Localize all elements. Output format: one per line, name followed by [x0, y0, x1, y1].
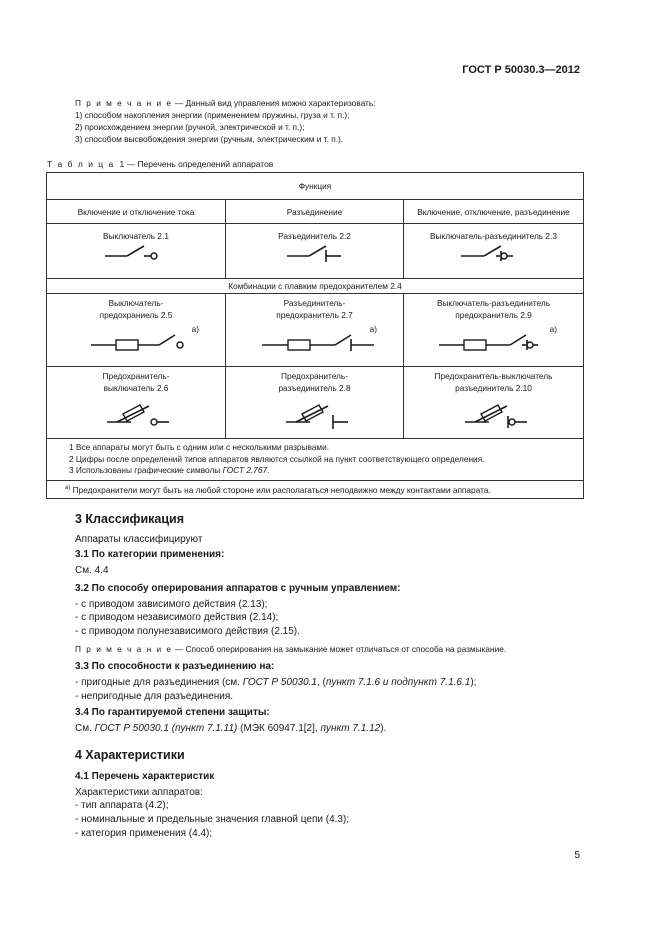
column-header: Включение и отключение тока: [47, 200, 226, 224]
cell-switch-fuse: [47, 294, 226, 367]
note-prefix: П р и м е ч а н и е: [75, 644, 173, 654]
section-3-title: 3 Классификация: [75, 512, 185, 526]
footnote-mark: а): [65, 484, 71, 491]
device-label: разъединитель 2.8: [278, 383, 351, 393]
list-item-text: - пригодные для разъединения (см.: [75, 677, 243, 688]
note-text: — Способ оперирования на замыкание может отличаться от способа на размыкание.: [172, 644, 507, 654]
cell-disconnector: [226, 224, 404, 279]
device-label: Выключатель-разъединитель: [436, 298, 551, 308]
device-label: предохранитель 2.9: [455, 310, 532, 320]
device-label: Выключатель 2.1: [103, 231, 169, 241]
note-item: 3) способом высвобождения энергии (ручным, электрическим и т. п.).: [75, 134, 344, 144]
table-caption-prefix: Т а б л и ц а: [47, 159, 115, 169]
device-label: Выключатель-: [108, 298, 164, 308]
section-3-intro: Аппараты классифицируют: [75, 534, 203, 545]
document-header: ГОСТ Р 50030.3—2012: [462, 64, 580, 76]
function-header: Функция: [47, 173, 584, 200]
subsection-3-4-text: [75, 723, 386, 734]
list-item: - с приводом зависимого действия (2.13);: [75, 599, 268, 610]
subsection-3-1-title: 3.1 По категории применения:: [75, 549, 225, 560]
disconnector-fuse-symbol: [240, 331, 390, 353]
subsection-3-4-title: 3.4 По гарантируемой степени защиты:: [75, 707, 270, 718]
table-caption: [47, 159, 273, 169]
device-label: Выключатель-разъединитель 2.3: [430, 231, 557, 241]
clause-reference: пункт 7.1.6 и подпункт 7.1.6.1: [325, 677, 471, 688]
table-note: 2 Цифры после определений типов аппаратов являются ссылкой на пункт соответствующего определения.: [69, 453, 485, 464]
note-intro: [75, 97, 375, 109]
list-item: - с приводом независимого действия (2.14);: [75, 612, 279, 623]
table-note: [69, 465, 583, 477]
footnote-ref: а): [549, 324, 557, 334]
device-label: предохраниель 2.5: [99, 310, 173, 320]
note-text: — Данный вид управления можно характеризовать:: [172, 98, 376, 108]
table-footnote-a: [47, 480, 584, 498]
list-item: - с приводом полунезависимого действия (2.15).: [75, 626, 300, 637]
device-label: выключатель 2.6: [103, 383, 169, 393]
section-4-title: 4 Характеристики: [75, 748, 185, 762]
subsection-3-2-title: 3.2 По способу оперирования аппаратов с ручным управлением:: [75, 583, 401, 594]
standard-reference: ГОСТ 2.767: [222, 465, 268, 475]
footnote-ref: а): [191, 324, 199, 334]
table-notes: [47, 439, 584, 481]
cell-fuse-switch-disconnector: [404, 367, 584, 439]
switch-disconnector-symbol: [434, 242, 554, 264]
cell-disconnector-fuse: [226, 294, 404, 367]
device-definitions-table: [46, 172, 584, 499]
text: (МЭК 60947.1[2],: [237, 723, 321, 734]
note-item: 2) происхождением энергии (ручной, электрической и т. п.);: [75, 122, 305, 132]
text: См.: [75, 723, 95, 734]
subsection-3-2-note: [75, 644, 506, 654]
list-item: - номинальные и предельные значения главной цепи (4.3);: [75, 814, 350, 825]
table-note: 1 Все аппараты могут быть с одним или с несколькими разрывами.: [69, 442, 330, 452]
switch-fuse-symbol: [61, 331, 211, 353]
footnote-text: Предохранители могут быть на любой стороне или располагаться неподвижно между контактами аппарата.: [70, 484, 491, 495]
list-item-text: , (: [317, 677, 326, 688]
fuse-disconnector-symbol: [240, 400, 390, 430]
disconnector-symbol: [255, 242, 375, 264]
table-caption-text: 1 — Перечень определений аппаратов: [119, 159, 274, 169]
column-header: Разъединение: [226, 200, 404, 224]
subsection-4-1-title: 4.1 Перечень характеристик: [75, 771, 215, 782]
device-label: Разъединитель 2.2: [278, 231, 351, 241]
device-label: Предохранитель-: [102, 371, 170, 381]
clause-reference: пункт 7.1.12: [320, 723, 381, 734]
table-note-text: 3 Использованы графические символы: [69, 465, 223, 475]
subsection-3-1-text: См. 4.4: [75, 565, 109, 576]
cell-switch: [47, 224, 226, 279]
note-item: 1) способом накопления энергии (применением пружины, груза и т. п.);: [75, 110, 350, 120]
section-4-intro: Характеристики аппаратов:: [75, 787, 203, 798]
list-item-text: );: [470, 677, 477, 688]
device-label: Предохранитель-выключатель: [434, 371, 553, 381]
cell-fuse-switch: [47, 367, 226, 439]
device-label: разъединитель 2.10: [455, 383, 532, 393]
standard-reference: ГОСТ Р 50030.1 (пункт 7.1.11): [94, 723, 238, 734]
cell-fuse-disconnector: [226, 367, 404, 439]
column-header: Включение, отключение, разъединение: [404, 200, 584, 224]
punctuation: .: [267, 465, 270, 475]
page-number: 5: [574, 850, 580, 861]
list-item: [75, 677, 476, 688]
list-item: - категория применения (4.4);: [75, 828, 213, 839]
combo-header: Комбинации с плавким предохранителем 2.4: [47, 279, 584, 294]
subsection-3-3-title: 3.3 По способности к разъединению на:: [75, 661, 275, 672]
footnote-ref: а): [369, 324, 377, 334]
switch-disconnector-fuse-symbol: [419, 331, 569, 353]
switch-symbol: [76, 242, 196, 264]
fuse-switch-symbol: [61, 400, 211, 430]
cell-switch-disconnector-fuse: [404, 294, 584, 367]
standard-reference: ГОСТ Р 50030.1: [242, 677, 317, 688]
device-label: предохранитель 2.7: [276, 310, 353, 320]
list-item: - непригодные для разъединения.: [75, 691, 234, 702]
cell-switch-disconnector: [404, 224, 584, 279]
fuse-switch-disconnector-symbol: [419, 400, 569, 430]
list-item: - тип аппарата (4.2);: [75, 800, 169, 811]
text: ).: [380, 723, 387, 734]
note-prefix: П р и м е ч а н и е: [75, 98, 173, 108]
device-label: Разъединитель-: [283, 298, 346, 308]
device-label: Предохранитель-: [281, 371, 348, 381]
